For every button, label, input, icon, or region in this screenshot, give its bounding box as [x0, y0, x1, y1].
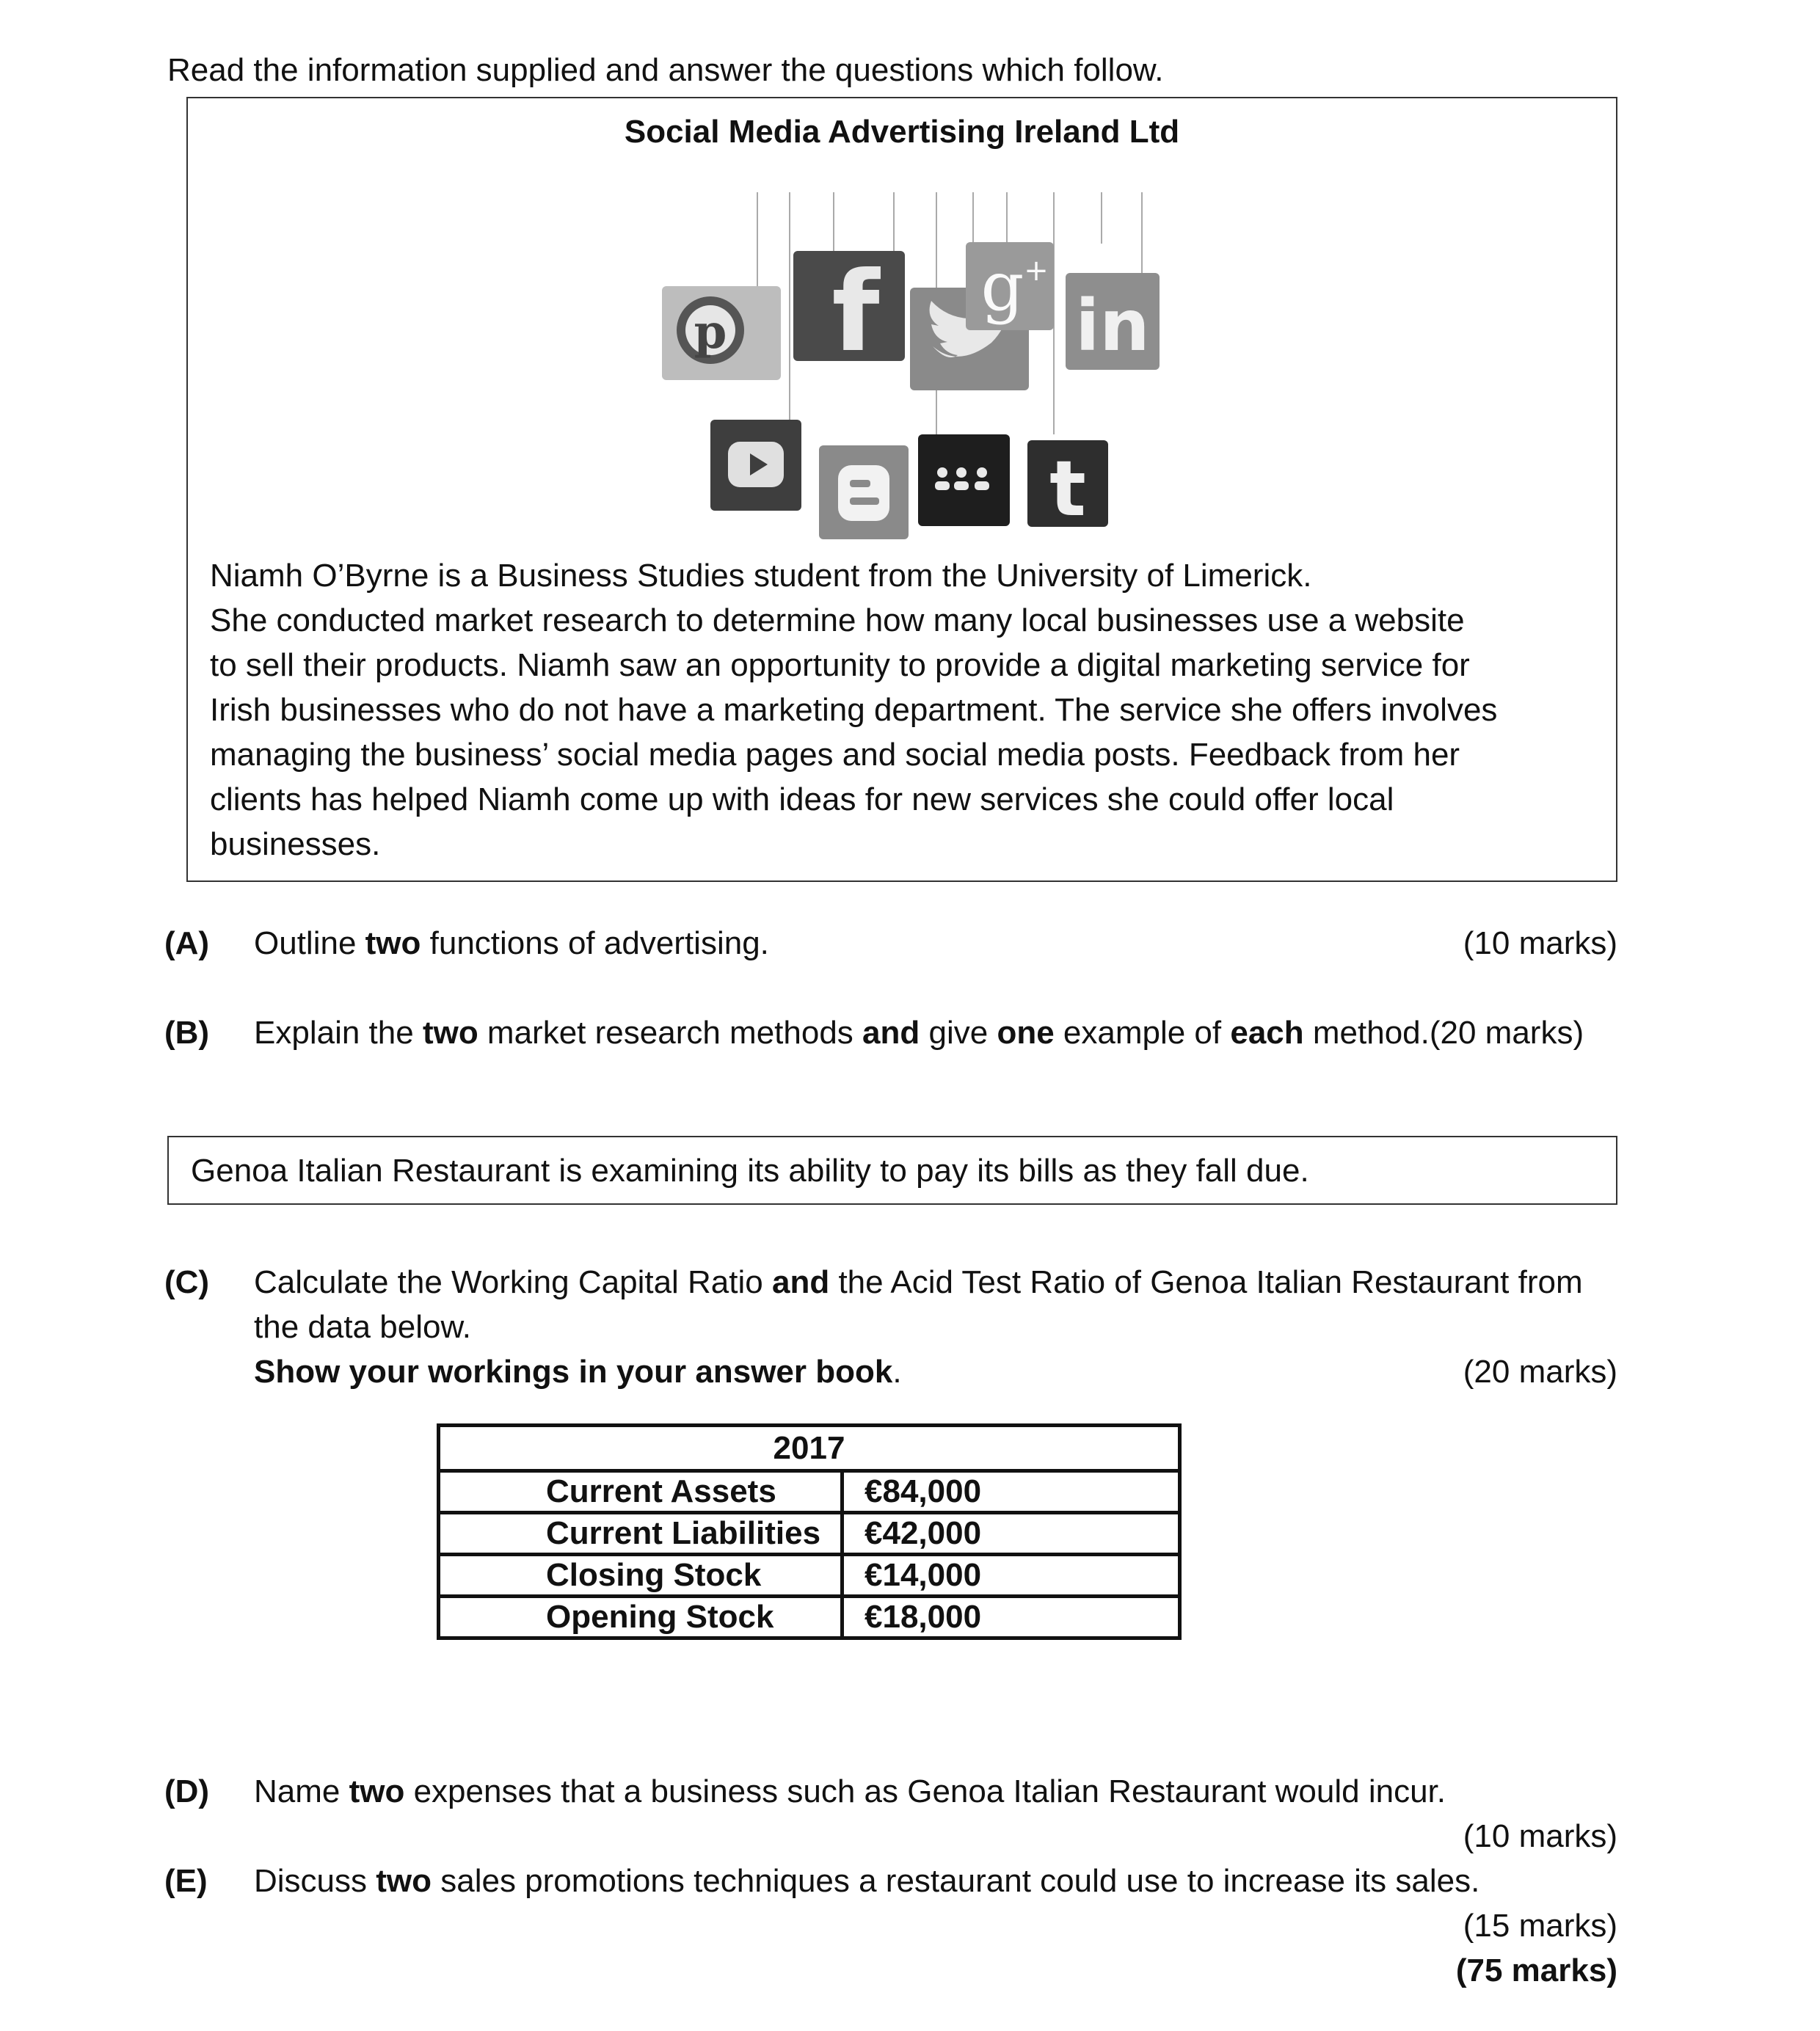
question-c-instruction [254, 1350, 902, 1394]
question-a-marks: (10 marks) [1463, 925, 1617, 961]
restaurant-info-text: Genoa Italian Restaurant is examining its ability to pay its bills as they fall due. [191, 1153, 1309, 1189]
question-c-label: (C) [164, 1264, 210, 1300]
emphasis: two [349, 1773, 405, 1809]
text-run: example of [1054, 1015, 1231, 1051]
text-run: the Acid Test Ratio of Genoa Italian Restaurant from [829, 1264, 1583, 1300]
restaurant-info-box [167, 1136, 1617, 1205]
case-study-line: businesses. [210, 826, 381, 862]
table-header-row [439, 1426, 1180, 1471]
text-run: Outline [254, 925, 365, 961]
total-marks: (75 marks) [1455, 1952, 1617, 1988]
text-run: sales promotions techniques a restaurant could use to increase its sales. [432, 1863, 1480, 1899]
question-d-marks: (10 marks) [1463, 1818, 1617, 1854]
emphasis: two [376, 1863, 432, 1899]
financial-data-table [437, 1423, 1182, 1640]
text-run: Discuss [254, 1863, 376, 1899]
text-run: expenses that a business such as Genoa Italian Restaurant would incur. [404, 1773, 1446, 1809]
svg-text:f: f [831, 249, 880, 376]
question-d-label: (D) [164, 1773, 210, 1809]
case-study-line: She conducted market research to determine how many local businesses use a website [210, 602, 1465, 638]
text-run: Name [254, 1773, 349, 1809]
social-media-illustration [658, 192, 1333, 603]
emphasis: Show your workings in your answer book [254, 1354, 893, 1390]
text-run: give [920, 1015, 997, 1051]
text-run: . [892, 1354, 902, 1390]
question-a-text [254, 922, 769, 966]
case-study-line: to sell their products. Niamh saw an opportunity to provide a digital marketing service for [210, 647, 1470, 683]
case-study-line: Niamh O’Byrne is a Business Studies student from the University of Limerick. [210, 558, 1312, 594]
youtube-icon [710, 420, 801, 511]
table-row [439, 1513, 1180, 1555]
question-e-text [254, 1859, 1479, 1903]
linkedin-icon [1066, 273, 1160, 370]
emphasis: and [862, 1015, 920, 1051]
case-study-line: Irish businesses who do not have a marketing department. The service she offers involves [210, 692, 1498, 728]
blogger-icon [819, 445, 909, 539]
question-c-text [254, 1261, 1583, 1305]
table-cell-value: €14,000 [842, 1555, 1180, 1597]
case-study-box [186, 97, 1617, 882]
emphasis: two [365, 925, 421, 961]
pinterest-icon [662, 286, 781, 380]
emphasis: and [771, 1264, 830, 1300]
case-study-text [210, 553, 1590, 867]
question-d-text [254, 1770, 1446, 1814]
table-row [439, 1555, 1180, 1597]
question-e-marks: (15 marks) [1463, 1908, 1617, 1944]
question-c-marks: (20 marks) [1463, 1354, 1617, 1390]
question-e-label: (E) [164, 1863, 208, 1899]
case-study-line: clients has helped Niamh come up with ideas for new services she could offer local [210, 781, 1394, 817]
table-year-header: 2017 [439, 1426, 1180, 1471]
question-b-label: (B) [164, 1015, 210, 1051]
google-plus-icon [966, 242, 1054, 330]
table-row [439, 1471, 1180, 1513]
facebook-icon [793, 249, 905, 376]
table-cell-value: €42,000 [842, 1513, 1180, 1555]
text-run: functions of advertising. [421, 925, 769, 961]
text-run: market research methods [478, 1015, 863, 1051]
svg-text:t: t [1049, 444, 1086, 533]
table-cell-value: €18,000 [842, 1597, 1180, 1638]
text-run: Explain the [254, 1015, 423, 1051]
question-a-label: (A) [164, 925, 210, 961]
table-cell-label: Opening Stock [439, 1597, 842, 1638]
svg-text:+: + [1024, 254, 1049, 288]
myspace-icon [918, 434, 1010, 526]
emphasis: one [997, 1015, 1055, 1051]
emphasis: two [422, 1015, 478, 1051]
tumblr-icon [1027, 440, 1108, 533]
svg-text:g: g [980, 247, 1024, 326]
table-row [439, 1597, 1180, 1638]
instructions: Read the information supplied and answer the questions which follow. [167, 52, 1164, 88]
question-c-line2: the data below. [254, 1309, 472, 1345]
table-cell-value: €84,000 [842, 1471, 1180, 1513]
table-cell-label: Closing Stock [439, 1555, 842, 1597]
question-b-text [254, 1011, 1584, 1055]
table-cell-label: Current Liabilities [439, 1513, 842, 1555]
text-run: Calculate the Working Capital Ratio [254, 1264, 772, 1300]
text-run: method.(20 marks) [1303, 1015, 1584, 1051]
table-cell-label: Current Assets [439, 1471, 842, 1513]
emphasis: each [1230, 1015, 1304, 1051]
case-study-line: managing the business’ social media pages and social media posts. Feedback from her [210, 737, 1460, 773]
svg-text:in: in [1075, 285, 1150, 367]
svg-text:p: p [694, 305, 727, 360]
company-title: Social Media Advertising Ireland Ltd [624, 114, 1180, 150]
